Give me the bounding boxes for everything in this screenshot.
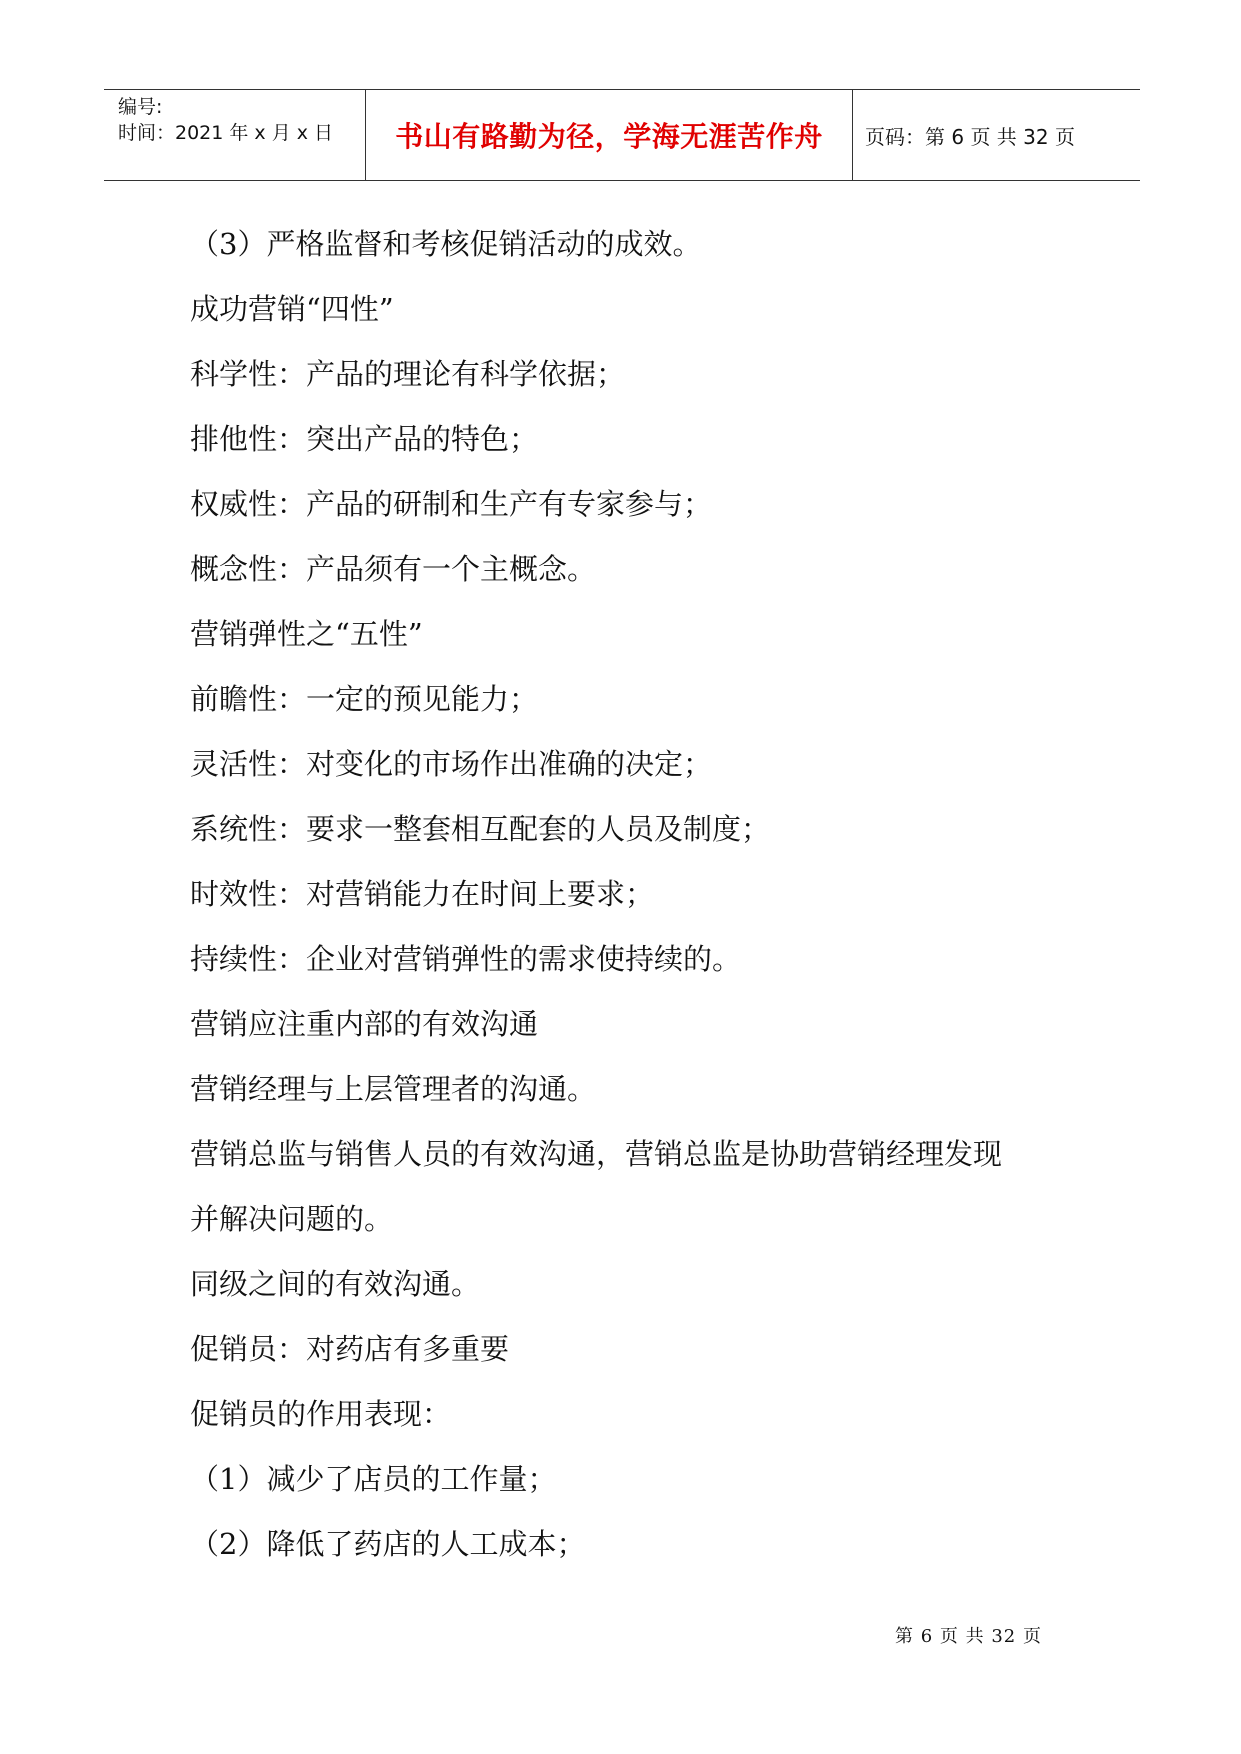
- text-line: 系统性：要求一整套相互配套的人员及制度；: [190, 812, 771, 846]
- text-line: 前瞻性：一定的预见能力；: [190, 682, 539, 716]
- text-line: （2）降低了药店的人工成本；: [190, 1527, 586, 1561]
- text-line: 促销员的作用表现：: [190, 1397, 452, 1431]
- text-line: （3）严格监督和考核促销活动的成效。: [190, 227, 702, 261]
- text-line: 概念性：产品须有一个主概念。: [190, 552, 597, 586]
- text-line: 同级之间的有效沟通。: [190, 1267, 481, 1301]
- document-body: [190, 212, 1090, 1577]
- text-line: 灵活性：对变化的市场作出准确的决定；: [190, 747, 713, 781]
- document-time-label: 时间：2021 年 x 月 x 日: [118, 122, 334, 144]
- text-line: 时效性：对营销能力在时间上要求；: [190, 877, 655, 911]
- header-motto: 书山有路勤为径，学海无涯苦作舟: [366, 90, 853, 180]
- page-header: [104, 89, 1140, 181]
- section-heading: 营销弹性之“五性”: [190, 617, 423, 651]
- text-line: 权威性：产品的研制和生产有专家参与；: [190, 487, 713, 521]
- document-number-label: 编号:: [118, 96, 163, 118]
- text-line: 持续性：企业对营销弹性的需求使持续的。: [190, 942, 742, 976]
- section-heading: 促销员：对药店有多重要: [190, 1332, 510, 1366]
- text-line: 营销经理与上层管理者的沟通。: [190, 1072, 597, 1106]
- text-line: 营销总监与销售人员的有效沟通，营销总监是协助营销经理发现: [190, 1137, 1003, 1171]
- page-footer: 第 6 页 共 32 页: [895, 1626, 1042, 1647]
- section-heading: 营销应注重内部的有效沟通: [190, 1007, 539, 1041]
- header-meta: [104, 90, 366, 180]
- text-line: 并解决问题的。: [190, 1202, 394, 1236]
- text-line: 排他性：突出产品的特色；: [190, 422, 539, 456]
- text-line: （1）减少了店员的工作量；: [190, 1462, 557, 1496]
- text-line: 科学性：产品的理论有科学依据；: [190, 357, 626, 391]
- header-page-info: 页码：第 6 页 共 32 页: [865, 124, 1075, 149]
- section-heading: 成功营销“四性”: [190, 292, 394, 326]
